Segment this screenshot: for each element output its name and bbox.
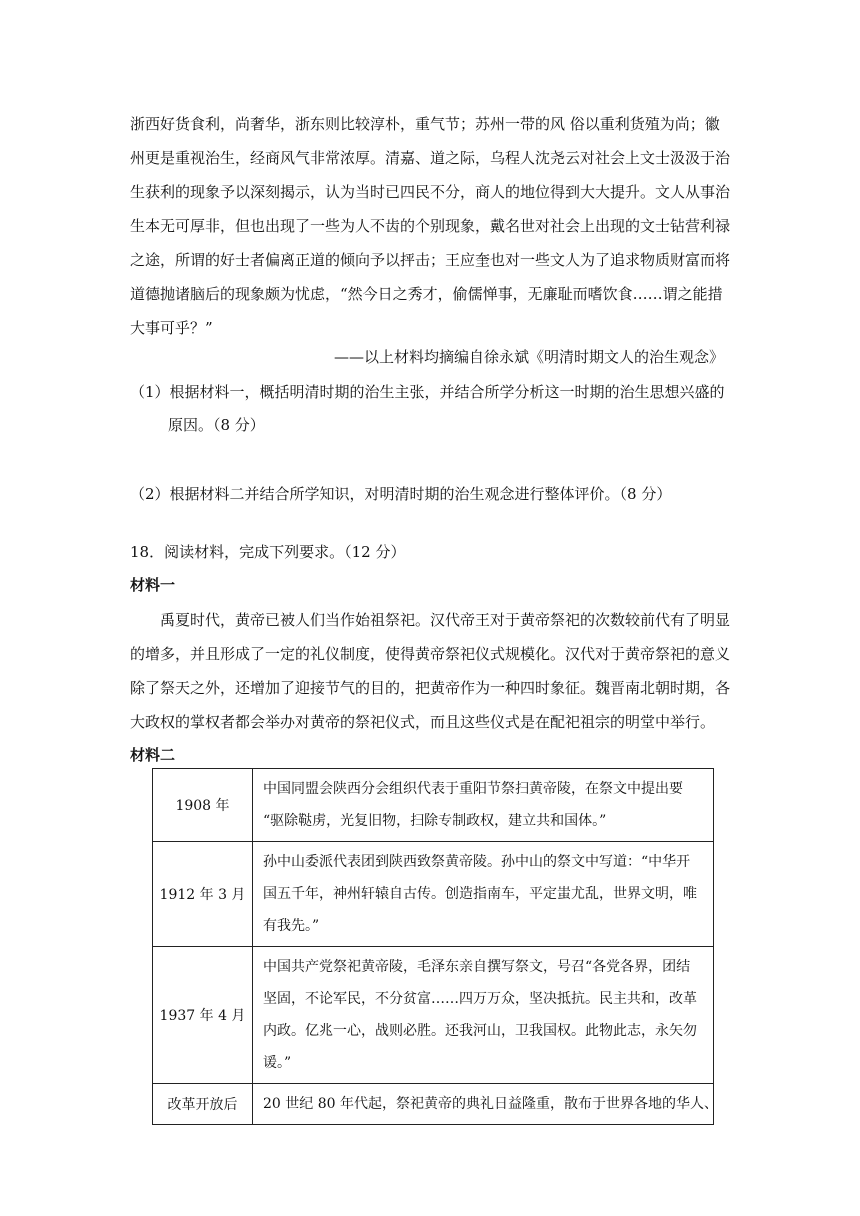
event-line: 国五千年，神州轩辕自古传。创造指南车，平定蚩尤乱，世界文明，唯 — [263, 886, 697, 902]
event-line: 中国同盟会陕西分会组织代表于重阳节祭扫黄帝陵，在祭文中提出要 — [263, 781, 683, 797]
passage-line: 浙西好货食利，尚奢华，浙东则比较淳朴，重气节；苏州一带的风 俗以重利货殖为尚；徽 — [130, 115, 720, 133]
question-1-continuation: 原因。（8 分） — [168, 416, 265, 434]
passage-line: 除了祭天之外，还增加了迎接节气的目的，把黄帝作为一种四时象征。魏晋南北朝时期，各 — [130, 679, 731, 697]
table-row — [153, 842, 714, 947]
table-row — [153, 947, 714, 1084]
question-2: （2）根据材料二并结合所学知识，对明清时期的治生观念进行整体评价。（8 分） — [130, 485, 672, 503]
passage-line: 州更是重视治生，经商风气非常浓厚。清嘉、道之际，乌程人沈尧云对社会上文士汲汲于治 — [130, 149, 731, 167]
passage-line: 大政权的掌权者都会举办对黄帝的祭祀仪式，而且这些仪式是在配祀祖宗的明堂中举行。 — [130, 713, 716, 731]
question-1: （1）根据材料一，概括明清时期的治生主张，并结合所学分析这一时期的治生思想兴盛的 — [130, 383, 725, 401]
event-cell — [253, 1084, 718, 1125]
passage-line: 道德抛诸脑后的现象颇为忧虑，“然今日之秀才，偷儒惮事，无廉耻而嗜饮食……谓之能措 — [130, 285, 723, 303]
passage-line: 生获利的现象予以深刻揭示，认为当时已四民不分，商人的地位得到大大提升。文人从事治 — [130, 183, 731, 201]
event-line: 坚固，不论军民，不分贫富……四万万众，坚决抵抗。民主共和，改革 — [263, 991, 697, 1007]
event-line: “驱除鞑虏，光复旧物，扫除专制政权，建立共和国体。” — [263, 813, 607, 829]
passage-line: 之途，所谓的好士者偏离正道的倾向予以抨击；王应奎也对一些文人为了追求物质财富而将 — [130, 251, 731, 269]
passage-line: 禹夏时代，黄帝已被人们当作始祖祭祀。汉代帝王对于黄帝祭祀的次数较前代有了明显 — [160, 611, 731, 629]
event-line: 谖。” — [263, 1055, 292, 1071]
passage-line: 生本无可厚非，但也出现了一些为人不齿的个别现象，戴名世对社会上出现的文士钻营利禄 — [130, 217, 731, 235]
table-row — [153, 769, 714, 842]
event-line: 中国共产党祭祀黄帝陵，毛泽东亲自撰写祭文，号召“各党各界，团结 — [263, 959, 691, 975]
year-cell: 1937 年 4 月 — [153, 947, 253, 1084]
material-2-label: 材料二 — [130, 746, 176, 764]
material-1-label: 材料一 — [130, 576, 176, 594]
event-line: 孙中山委派代表团到陕西致祭黄帝陵。孙中山的祭文中写道：“中华开 — [263, 854, 691, 870]
source-citation: ——以上材料均摘编自徐永斌《明清时期文人的治生观念》 — [333, 348, 724, 366]
table-row — [153, 1084, 714, 1125]
history-table — [152, 768, 718, 1125]
passage-line: 的增多，并且形成了一定的礼仪制度，使得黄帝祭祀仪式规模化。汉代对于黄帝祭祀的意义 — [130, 645, 731, 663]
event-cell — [253, 842, 714, 947]
event-line: 20 世纪 80 年代起，祭祀黄帝的典礼日益隆重，散布于世界各地的华人、 — [263, 1096, 718, 1112]
year-cell: 1908 年 — [153, 769, 253, 842]
material-passage — [130, 107, 731, 345]
material-1-passage — [130, 603, 731, 739]
year-cell: 改革开放后 — [153, 1084, 253, 1125]
question-18-title: 18．阅读材料，完成下列要求。（12 分） — [130, 543, 406, 561]
event-cell — [253, 769, 714, 842]
year-cell: 1912 年 3 月 — [153, 842, 253, 947]
event-line: 有我先。” — [263, 918, 320, 934]
event-cell — [253, 947, 714, 1084]
passage-line: 大事可乎？” — [130, 319, 213, 337]
event-line: 内政。亿兆一心，战则必胜。还我河山，卫我国权。此物此志，永矢勿 — [263, 1023, 697, 1039]
